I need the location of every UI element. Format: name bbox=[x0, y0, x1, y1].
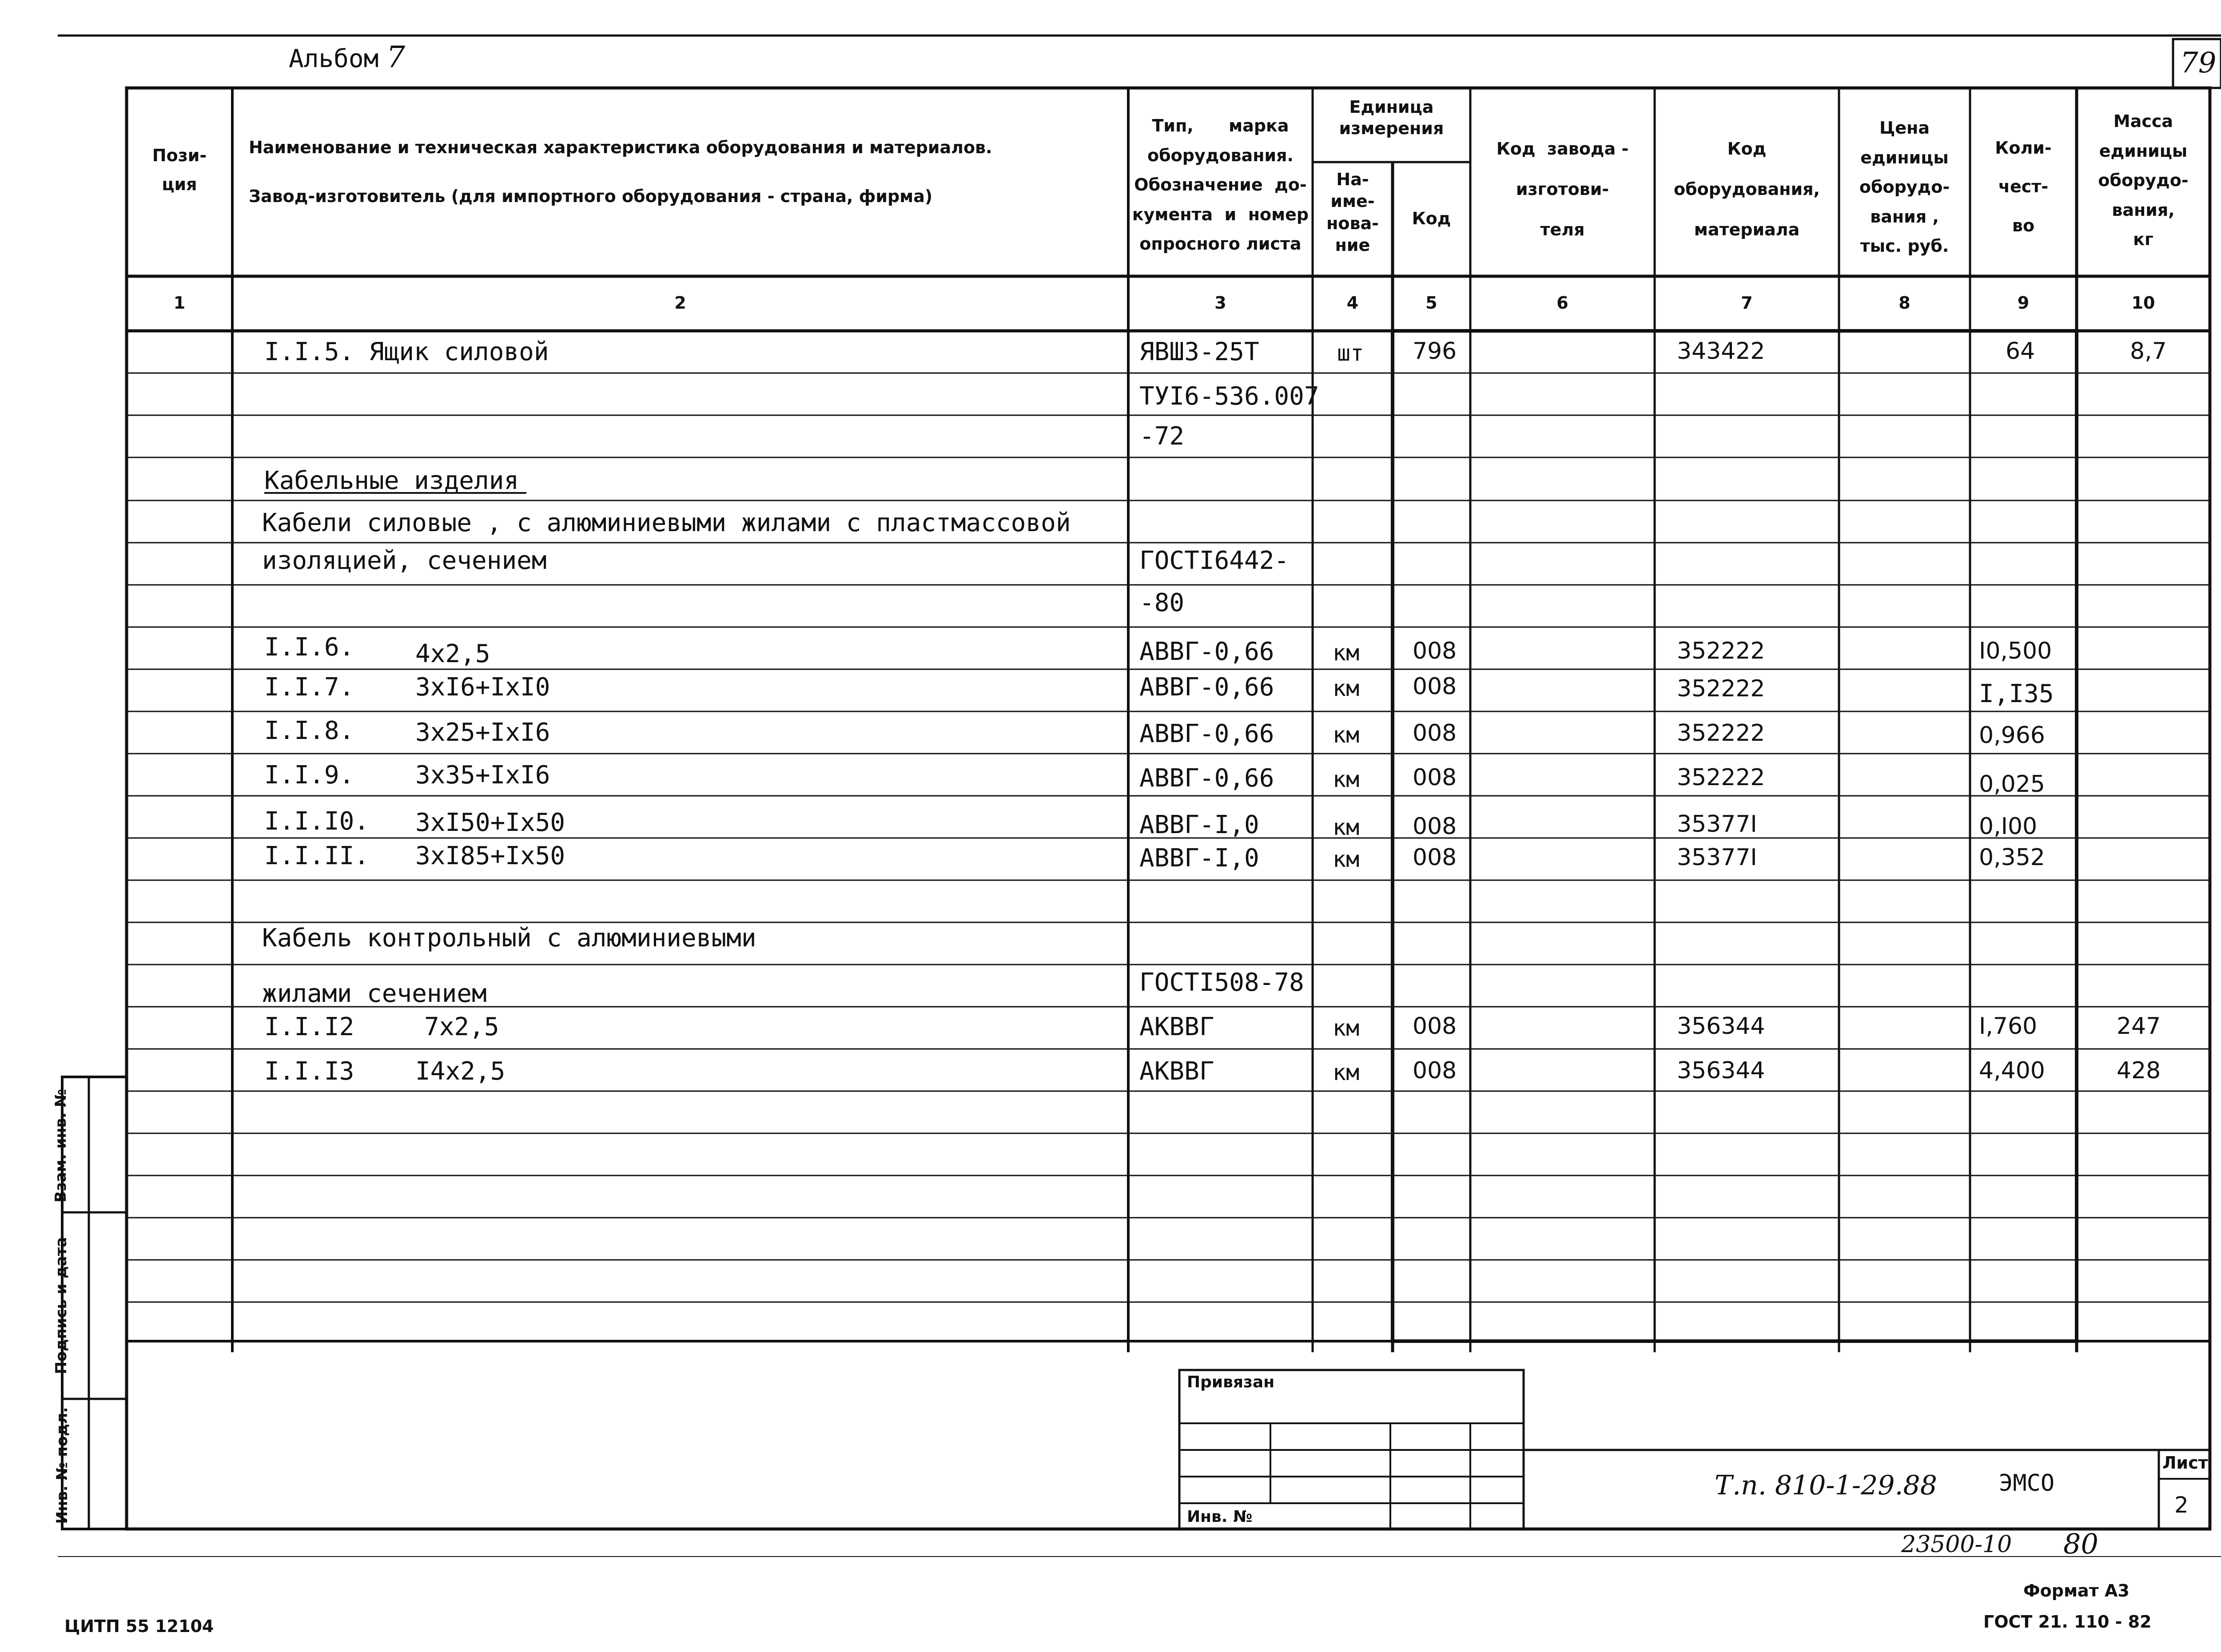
row-unit-code: 008 bbox=[1413, 720, 1457, 747]
row-unit-code: 008 bbox=[1413, 764, 1457, 791]
row-position: I.I.I0. bbox=[264, 807, 370, 836]
row-equipment-code: 356344 bbox=[1677, 1013, 1765, 1040]
row-unit-name: км bbox=[1333, 1015, 1360, 1041]
row-type: ГОСТI508-78 bbox=[1139, 968, 1304, 997]
row-equipment-code: 352222 bbox=[1677, 638, 1765, 664]
row-unit-name: км bbox=[1333, 766, 1360, 792]
side-replaced-inv: Взам. инв. № bbox=[52, 1089, 70, 1203]
album-number: 7 bbox=[386, 40, 405, 74]
row-section: 3х35+IхI6 bbox=[415, 761, 550, 790]
row-equipment-code: 356344 bbox=[1677, 1057, 1765, 1084]
row-quantity: I,I35 bbox=[1979, 679, 2054, 708]
col-header-unit-name: На- име- нова- ние bbox=[1326, 170, 1379, 255]
col-header-type: Тип, марка оборудования. Обозначение до- кумента и номер опросного листа bbox=[1132, 116, 1309, 254]
row-type: АВВГ-0,66 bbox=[1139, 764, 1274, 793]
row-unit-name: шт bbox=[1337, 340, 1364, 366]
col-number-3: 3 bbox=[1214, 293, 1226, 313]
row-type: ЯВШЗ-25Т bbox=[1139, 338, 1259, 366]
row-position: I.I.I2 bbox=[264, 1013, 354, 1041]
row-type: АВВГ-0,66 bbox=[1139, 719, 1274, 748]
col-number-9: 9 bbox=[2017, 293, 2030, 313]
col-number-8: 8 bbox=[1899, 293, 1911, 313]
col-number-1: 1 bbox=[173, 293, 186, 313]
row-equipment-code: 352222 bbox=[1677, 720, 1765, 747]
side-inv-original: Инв. № подл. bbox=[53, 1407, 71, 1524]
page-corner-number: 79 bbox=[2180, 47, 2217, 79]
row-position: I.I.7. bbox=[264, 673, 354, 702]
citp-label: ЦИТП 55 12104 bbox=[64, 1616, 214, 1636]
row-unit-name: км bbox=[1333, 814, 1360, 840]
row-mass: 428 bbox=[2117, 1057, 2161, 1084]
col-header-manufacturer: Завод-изготовитель (для импортного оборудования - страна, фирма) bbox=[249, 187, 933, 206]
col-number-7: 7 bbox=[1741, 293, 1753, 313]
col-number-4: 4 bbox=[1346, 293, 1359, 313]
row-unit-code: 008 bbox=[1413, 1013, 1457, 1040]
format-label: Формат А3 bbox=[2023, 1581, 2129, 1600]
row-name: жилами сечением bbox=[262, 979, 487, 1008]
row-section: 3хI6+IхI0 bbox=[415, 673, 550, 702]
row-unit-name: км bbox=[1333, 675, 1360, 701]
row-quantity: 64 bbox=[2006, 338, 2035, 365]
inv-label: Инв. № bbox=[1187, 1508, 1253, 1526]
col-header-unit-code: Код bbox=[1412, 209, 1451, 228]
row-unit-code: 008 bbox=[1413, 813, 1457, 840]
row-type: ТУI6-536.007 bbox=[1139, 382, 1319, 411]
row-section: 3хI50+Iх50 bbox=[415, 808, 565, 837]
row-type: АКВВГ bbox=[1139, 1013, 1214, 1041]
col-header-factory-code: Код завода - изготови- теля bbox=[1496, 139, 1629, 240]
row-section: 3х25+IхI6 bbox=[415, 718, 550, 747]
row-type: АВВГ-0,66 bbox=[1139, 673, 1274, 702]
row-quantity: 0,966 bbox=[1979, 722, 2045, 749]
row-section: 4х2,5 bbox=[415, 639, 490, 668]
col-header-name: Наименование и техническая характеристика оборудования и материалов. bbox=[249, 138, 992, 157]
album-label: Альбом bbox=[289, 44, 379, 73]
row-position: I.I.8. bbox=[264, 716, 354, 745]
row-position: I.I.II. bbox=[264, 842, 370, 870]
row-position: I.I.9. bbox=[264, 761, 354, 790]
handwritten-code: 23500-10 bbox=[1901, 1531, 2012, 1558]
col-number-2: 2 bbox=[674, 293, 686, 313]
col-header-quantity: Коли- чест- во bbox=[1995, 138, 2052, 235]
col-header-equipment-code: Код оборудования, материала bbox=[1674, 139, 1820, 240]
row-position: I.I.I3 bbox=[264, 1057, 354, 1086]
row-name: I.I.5. Ящик силовой bbox=[264, 338, 549, 366]
handwritten-sheet: 80 bbox=[2063, 1528, 2098, 1560]
col-header-unit: Единица измерения bbox=[1339, 97, 1444, 138]
row-unit-name: км bbox=[1333, 640, 1360, 666]
row-quantity: I,760 bbox=[1979, 1013, 2038, 1040]
row-unit-name: км bbox=[1333, 1060, 1360, 1085]
document-code: Т.п. 810-1-29.88 bbox=[1715, 1470, 1937, 1501]
row-equipment-code: 343422 bbox=[1677, 338, 1765, 365]
col-header-mass: Масса единицы оборудо- вания, кг bbox=[2098, 111, 2189, 249]
row-name: изоляцией, сечением bbox=[262, 546, 547, 575]
row-unit-code: 008 bbox=[1413, 638, 1457, 664]
row-equipment-code: 352222 bbox=[1677, 764, 1765, 791]
row-unit-code: 796 bbox=[1413, 338, 1457, 365]
row-type: -72 bbox=[1139, 422, 1185, 451]
row-unit-name: км bbox=[1333, 722, 1360, 748]
section-code: ЭМСО bbox=[1999, 1470, 2055, 1497]
col-number-10: 10 bbox=[2131, 293, 2155, 313]
row-unit-code: 008 bbox=[1413, 673, 1457, 700]
section-title: Кабельные изделия bbox=[264, 466, 519, 495]
gost-label: ГОСТ 21. 110 - 82 bbox=[1983, 1612, 2152, 1632]
row-unit-code: 008 bbox=[1413, 844, 1457, 871]
row-name: Кабели силовые , с алюминиевыми жилами с пластмассовой bbox=[262, 508, 1071, 537]
row-type: АВВГ-I,0 bbox=[1139, 844, 1259, 873]
row-mass: 8,7 bbox=[2130, 338, 2167, 365]
row-type: ГОСТI6442- bbox=[1139, 546, 1290, 575]
row-equipment-code: 352222 bbox=[1677, 675, 1765, 702]
row-quantity: 0,352 bbox=[1979, 844, 2045, 871]
row-section: 7х2,5 bbox=[424, 1013, 499, 1041]
row-equipment-code: 35377I bbox=[1677, 844, 1757, 871]
row-section: 3хI85+Iх50 bbox=[415, 842, 565, 870]
col-header-position: Пози- ция bbox=[152, 146, 207, 194]
row-type: АВВГ-I,0 bbox=[1139, 810, 1259, 839]
row-section: I4х2,5 bbox=[415, 1057, 505, 1086]
row-quantity: I0,500 bbox=[1979, 638, 2052, 664]
row-quantity: 0,I00 bbox=[1979, 813, 2038, 840]
privyazan-label: Привязан bbox=[1187, 1373, 1275, 1391]
row-mass: 247 bbox=[2117, 1013, 2161, 1040]
col-header-price: Цена единицы оборудо- вания , тыс. руб. bbox=[1859, 118, 1950, 256]
row-unit-name: км bbox=[1333, 846, 1360, 872]
row-name: Кабель контрольный с алюминиевыми bbox=[262, 924, 756, 953]
row-equipment-code: 35377I bbox=[1677, 811, 1757, 838]
sheet-number: 2 bbox=[2174, 1492, 2189, 1518]
col-number-5: 5 bbox=[1425, 293, 1437, 313]
row-quantity: 4,400 bbox=[1979, 1057, 2045, 1084]
row-unit-code: 008 bbox=[1413, 1057, 1457, 1084]
sheet-label: Лист bbox=[2162, 1453, 2208, 1473]
row-position: I.I.6. bbox=[264, 633, 354, 662]
row-quantity: 0,025 bbox=[1979, 771, 2045, 798]
col-number-6: 6 bbox=[1556, 293, 1568, 313]
side-signature-date: Подпись и дата bbox=[52, 1237, 70, 1374]
row-type: -80 bbox=[1139, 588, 1185, 617]
row-type: АКВВГ bbox=[1139, 1057, 1214, 1086]
row-type: АВВГ-0,66 bbox=[1139, 637, 1274, 666]
